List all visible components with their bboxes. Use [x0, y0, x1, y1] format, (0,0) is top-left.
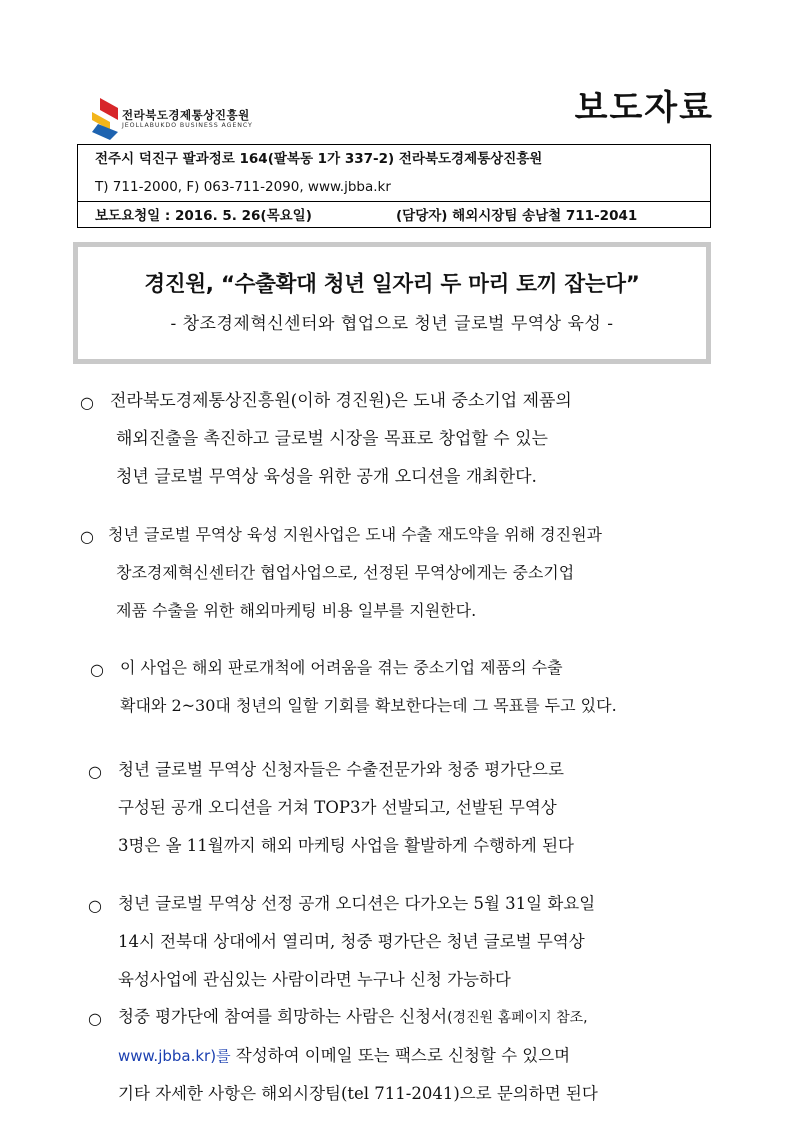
paragraph-6 [118, 998, 598, 1113]
paragraph-line: 청년 글로벌 무역상 선정 공개 오디션은 다가오는 5월 31일 화요일 [118, 894, 596, 913]
paragraph-line: 14시 전북대 상대에서 열리며, 청중 평가단은 청년 글로벌 무역상 [118, 932, 585, 951]
paragraph-line: 이 사업은 해외 판로개척에 어려움을 겪는 중소기업 제품의 수출 [120, 658, 563, 677]
paragraph-line: 창조경제혁신센터간 협업사업으로, 선정된 무역상에게는 중소기업 [116, 563, 575, 582]
paragraph-line: 확대와 2~30대 청년의 일할 기회를 확보한다는데 그 목표를 두고 있다. [120, 696, 617, 715]
paragraph-line: 전라북도경제통상진흥원(이하 경진원)은 도내 중소기업 제품의 [110, 391, 572, 411]
org-logo [92, 98, 292, 140]
info-row-date [78, 201, 710, 229]
paragraph-3 [120, 649, 617, 725]
paragraph-text: 청중 평가단에 참여를 희망하는 사람은 신청서 [118, 1007, 448, 1026]
paragraph-4 [118, 751, 574, 865]
paragraph-5 [118, 885, 595, 999]
paragraph-line: 구성된 공개 오디션을 거쳐 TOP3가 선발되고, 선발된 무역상 [118, 798, 557, 817]
paragraph-text: 작성하여 이메일 또는 팩스로 신청할 수 있으며 [230, 1046, 571, 1065]
headline: 경진원, “수출확대 청년 일자리 두 마리 토끼 잡는다” [144, 272, 640, 297]
bullet-6: ○ [88, 1009, 102, 1028]
title-box [73, 242, 711, 364]
doc-type-title: 보도자료 [574, 88, 714, 128]
paragraph-line: 해외진출을 촉진하고 글로벌 시장을 목표로 창업할 수 있는 [116, 429, 548, 449]
info-request-date: 보도요청일 : 2016. 5. 26(목요일) [95, 208, 312, 224]
paragraph-line: 제품 수출을 위한 해외마케팅 비용 일부를 지원한다. [116, 601, 477, 620]
paragraph-line: 3명은 올 11월까지 해외 마케팅 사업을 활발하게 수행하게 된다 [118, 836, 574, 855]
paragraph-line: 청년 글로벌 무역상 육성 지원사업은 도내 수출 재도약을 위해 경진원과 [108, 525, 602, 544]
info-contact: T) 711-2000, F) 063-711-2090, www.jbba.kr [95, 179, 391, 195]
bullet-3: ○ [90, 660, 104, 679]
paragraph-line: 청년 글로벌 무역상 육성을 위한 공개 오디션을 개최한다. [116, 467, 537, 487]
subheadline: - 창조경제혁신센터와 협업으로 청년 글로벌 무역상 육성 - [170, 314, 614, 334]
org-logo-icon [92, 98, 118, 140]
info-address: 전주시 덕진구 팔과정로 164(팔복동 1가 337-2) 전라북도경제통상진흥원 [95, 151, 543, 167]
bullet-2: ○ [80, 527, 94, 546]
bullet-5: ○ [88, 896, 102, 915]
paragraph-line [118, 1037, 598, 1075]
website-link[interactable]: www.jbba.kr)를 [118, 1047, 231, 1065]
paragraph-small-note: (경진원 홈페이지 참조, [447, 1010, 588, 1026]
info-box [77, 144, 711, 228]
paragraph-1 [110, 382, 572, 496]
org-name-ko: 전라북도경제통상진흥원 [122, 108, 250, 122]
paragraph-line: 청년 글로벌 무역상 신청자들은 수출전문가와 청중 평가단으로 [118, 760, 564, 779]
bullet-4: ○ [88, 762, 102, 781]
bullet-1: ○ [80, 393, 94, 412]
org-name-en: JEOLLABUKDO BUSINESS AGENCY [122, 122, 253, 129]
paragraph-line: 기타 자세한 사항은 해외시장팀(tel 711-2041)으로 문의하면 된다 [118, 1084, 598, 1103]
info-person-in-charge: (담당자) 해외시장팀 송남철 711-2041 [396, 208, 638, 224]
paragraph-line [118, 998, 598, 1037]
paragraph-line: 육성사업에 관심있는 사람이라면 누구나 신청 가능하다 [118, 970, 511, 989]
paragraph-2 [108, 516, 602, 630]
